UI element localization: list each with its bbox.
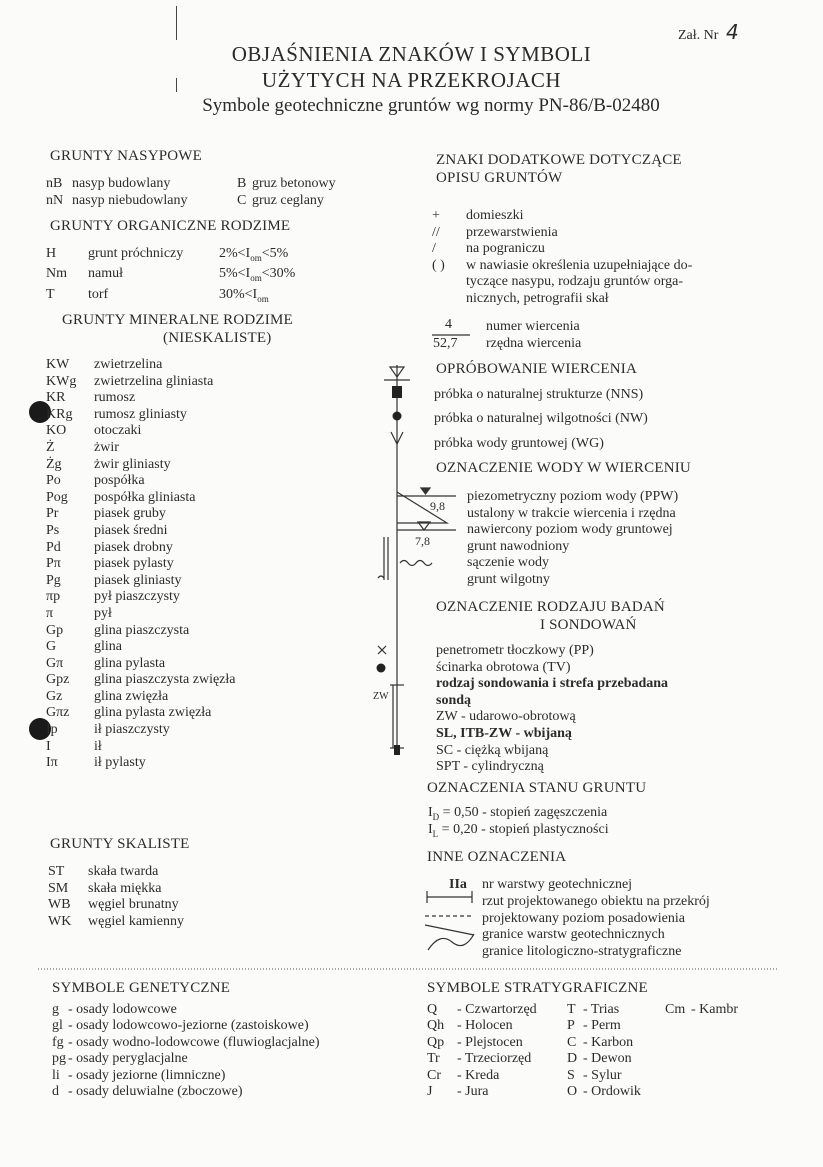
code: KW bbox=[46, 357, 70, 372]
woda-heading: OZNACZENIE WODY W WIERCENIU bbox=[436, 460, 691, 476]
desc: - Kambr bbox=[691, 1002, 739, 1017]
symbol: ( ) bbox=[432, 257, 445, 273]
plasticity-text: = 0,20 - stopień plastyczności bbox=[438, 822, 609, 837]
desc: - osady peryglacjalne bbox=[68, 1051, 188, 1067]
code: KR bbox=[46, 390, 66, 406]
code: nB bbox=[46, 176, 63, 191]
mineralne-subheading: (NIESKALISTE) bbox=[163, 330, 272, 346]
dodatkowe-subheading: OPISU GRUNTÓW bbox=[436, 170, 563, 186]
density-text: = 0,50 - stopień zagęszczenia bbox=[439, 805, 608, 820]
code: O bbox=[567, 1084, 578, 1100]
code: Nm bbox=[46, 266, 67, 282]
strat-row bbox=[567, 1018, 641, 1034]
desc: piasek gliniasty bbox=[94, 572, 182, 588]
desc: piasek średni bbox=[94, 522, 168, 538]
desc: gruz ceglany bbox=[252, 192, 324, 208]
strat-col-1 bbox=[427, 1002, 537, 1100]
code: nN bbox=[46, 192, 64, 208]
density-sub: D bbox=[432, 811, 440, 822]
code: Ż bbox=[46, 439, 55, 455]
sample-wg: próbka wody gruntowej (WG) bbox=[434, 436, 604, 451]
desc: glina piaszczysta zwięzła bbox=[94, 672, 236, 688]
density-symbol: I bbox=[428, 805, 433, 820]
desc: rumosz gliniasty bbox=[94, 406, 187, 422]
code: Qh bbox=[427, 1018, 445, 1034]
range-a: 5%<I bbox=[219, 266, 251, 282]
desc: glina zwięzła bbox=[94, 688, 169, 704]
sond-desc: - udarowo-obrotową bbox=[461, 709, 576, 725]
range-b: <5% bbox=[261, 246, 289, 261]
dodatkowe-row bbox=[432, 258, 692, 275]
genetyczne-row bbox=[52, 1051, 320, 1067]
code: S bbox=[567, 1067, 575, 1083]
desc: nasyp niebudowlany bbox=[72, 192, 188, 208]
code: Gz bbox=[46, 688, 63, 704]
desc: - Dewon bbox=[583, 1051, 632, 1067]
symbol: // bbox=[432, 224, 440, 240]
desc: zwietrzelina bbox=[94, 357, 163, 372]
attachment-number: 4 bbox=[725, 20, 739, 44]
code: J bbox=[427, 1084, 433, 1100]
sond-row bbox=[436, 759, 668, 776]
desc: - osady deluwialne (zboczowe) bbox=[68, 1084, 243, 1100]
code: KWg bbox=[46, 373, 77, 389]
desc: żwir bbox=[94, 439, 119, 455]
nns-sample-mark bbox=[392, 386, 402, 398]
range-b: <30% bbox=[261, 266, 296, 282]
badania-subheading: I SONDOWAŃ bbox=[540, 617, 637, 633]
sond-code: ZW bbox=[436, 709, 458, 725]
strat-row bbox=[427, 1018, 537, 1034]
code: B bbox=[237, 176, 247, 191]
badania-bold-1: rodzaj sondowania i strefa przebadana bbox=[436, 676, 669, 692]
code: D bbox=[567, 1051, 578, 1067]
oprobowanie-heading: OPRÓBOWANIE WIERCENIA bbox=[436, 361, 637, 377]
symbol: + bbox=[432, 208, 440, 223]
dodatkowe-row bbox=[432, 208, 692, 225]
code: Cr bbox=[427, 1067, 441, 1083]
code: H bbox=[46, 246, 57, 261]
genetyczne-row bbox=[52, 1084, 320, 1100]
strat-row bbox=[665, 1002, 738, 1018]
code: Gπ bbox=[46, 655, 64, 671]
genetyczne-heading: SYMBOLE GENETYCZNE bbox=[52, 980, 231, 996]
desc: pył bbox=[94, 605, 112, 621]
strat-row bbox=[567, 1084, 641, 1100]
code: Po bbox=[46, 473, 61, 489]
desc: skała twarda bbox=[88, 864, 159, 879]
inne-item: rzut projektowanego obiektu na przekrój bbox=[482, 893, 710, 909]
desc: węgiel kamienny bbox=[88, 913, 185, 929]
code: πp bbox=[46, 589, 61, 605]
desc: glina piaszczysta bbox=[94, 622, 190, 638]
desc: - osady lodowcowe bbox=[68, 1002, 177, 1017]
desc: glina bbox=[94, 639, 122, 655]
desc: glina pylasta bbox=[94, 655, 166, 671]
genetyczne-row bbox=[52, 1035, 320, 1051]
badania-item: penetrometr tłoczkowy (PP) bbox=[436, 643, 594, 658]
genetyczne-row bbox=[52, 1068, 320, 1084]
desc: - Czwartorzęd bbox=[457, 1002, 537, 1017]
desc: pył piaszczysty bbox=[94, 589, 180, 605]
geotech-boundary-line bbox=[425, 925, 474, 935]
inne-list bbox=[482, 877, 710, 961]
code: KO bbox=[46, 423, 67, 439]
borehole-elevation-label: rzędna wiercenia bbox=[486, 336, 582, 351]
dodatkowe-row bbox=[432, 225, 692, 242]
sond-desc: - wbijaną bbox=[515, 725, 572, 741]
plasticity-symbol: I bbox=[428, 822, 433, 837]
borehole-base-mark bbox=[394, 745, 400, 755]
code: P bbox=[567, 1018, 575, 1034]
inne-heading: INNE OZNACZENIA bbox=[427, 849, 567, 865]
dodatkowe-cont-2: nicznych, petrografii skał bbox=[466, 290, 609, 306]
sond-code: SPT bbox=[436, 759, 460, 775]
desc: - Holocen bbox=[457, 1018, 513, 1034]
code: Gp bbox=[46, 622, 64, 638]
sample-nw: próbka o naturalnej wilgotności (NW) bbox=[434, 411, 648, 426]
code: Ps bbox=[46, 522, 60, 538]
desc: - osady jeziorne (limniczne) bbox=[68, 1067, 226, 1083]
desc: piasek gruby bbox=[94, 506, 166, 522]
desc: w nawiasie określenia uzupełniające do- bbox=[466, 257, 693, 273]
code: Qp bbox=[427, 1034, 445, 1050]
desc: - Ordowik bbox=[583, 1084, 641, 1100]
inne-item: granice litologiczno-stratygraficzne bbox=[482, 944, 682, 960]
code: G bbox=[46, 639, 57, 655]
woda-list bbox=[467, 489, 678, 589]
desc: - Kreda bbox=[457, 1067, 500, 1083]
code: Pr bbox=[46, 506, 59, 522]
desc: torf bbox=[88, 286, 109, 302]
woda-item: nawiercony poziom wody gruntowej bbox=[467, 522, 673, 538]
desc: pospółka bbox=[94, 473, 145, 489]
code: C bbox=[567, 1034, 577, 1050]
genetyczne-list bbox=[52, 1002, 320, 1100]
desc: - Plejstocen bbox=[457, 1034, 523, 1050]
desc: - Trias bbox=[583, 1002, 620, 1017]
code: Pπ bbox=[46, 556, 61, 572]
title-line-2: UŻYTYCH NA PRZEKROJACH bbox=[261, 68, 562, 92]
desc: skała miękka bbox=[88, 880, 162, 896]
code: WB bbox=[48, 897, 71, 913]
stan-row-plasticity bbox=[428, 822, 609, 842]
code: gl bbox=[52, 1018, 63, 1034]
code: Pg bbox=[46, 572, 61, 588]
desc: - Jura bbox=[457, 1084, 489, 1100]
moist-soil-wave bbox=[378, 576, 384, 578]
code: T bbox=[46, 286, 55, 302]
code: Cm bbox=[665, 1002, 686, 1017]
woda-item: grunt wilgotny bbox=[467, 571, 550, 587]
strat-row bbox=[427, 1051, 537, 1067]
desc: ił piaszczysty bbox=[94, 722, 170, 738]
code: Pog bbox=[46, 489, 68, 505]
desc: otoczaki bbox=[94, 423, 142, 439]
code: Tr bbox=[427, 1051, 440, 1067]
code: SM bbox=[48, 880, 69, 896]
strat-col-2 bbox=[567, 1002, 641, 1100]
desc: piasek pylasty bbox=[94, 556, 174, 572]
sond-code: SL, ITB-ZW bbox=[436, 725, 512, 741]
badania-list bbox=[436, 643, 668, 776]
water-level-value-1: 9,8 bbox=[430, 499, 445, 513]
attachment-text: Zał. Nr bbox=[678, 28, 719, 43]
code: ST bbox=[48, 864, 65, 879]
code: WK bbox=[48, 913, 72, 929]
desc: ił pylasty bbox=[94, 755, 146, 771]
desc: - osady wodno-lodowcowe (fluwioglacjalne) bbox=[68, 1034, 320, 1050]
woda-item: piezometryczny poziom wody (PPW) bbox=[467, 489, 679, 504]
layer-number-symbol: IIa bbox=[449, 877, 467, 892]
code: C bbox=[237, 192, 247, 208]
strat-row bbox=[567, 1035, 641, 1051]
desc: - osady lodowcowo-jeziorne (zastoiskowe) bbox=[68, 1018, 309, 1034]
badania-bold-2: sondą bbox=[436, 692, 472, 708]
nasypowe-heading: GRUNTY NASYPOWE bbox=[50, 148, 203, 164]
strat-row bbox=[567, 1002, 641, 1018]
plasticity-sub: L bbox=[432, 828, 439, 839]
skaliste-heading: GRUNTY SKALISTE bbox=[50, 836, 190, 852]
desc: rumosz bbox=[94, 390, 136, 406]
sond-desc: - cylindryczną bbox=[463, 759, 544, 775]
desc: piasek drobny bbox=[94, 539, 173, 555]
code: Q bbox=[427, 1002, 438, 1017]
inne-item: nr warstwy geotechnicznej bbox=[482, 877, 633, 892]
strat-row bbox=[427, 1002, 537, 1018]
desc: węgiel brunatny bbox=[88, 897, 179, 913]
code: li bbox=[52, 1067, 60, 1083]
desc: - Perm bbox=[583, 1018, 621, 1034]
litho-boundary-curve bbox=[428, 934, 474, 950]
code: Gpz bbox=[46, 672, 70, 688]
desc: pospółka gliniasta bbox=[94, 489, 196, 505]
code: fg bbox=[52, 1034, 64, 1050]
woda-item: grunt nawodniony bbox=[467, 538, 570, 554]
zw-diagram-label: ZW bbox=[373, 691, 389, 702]
nw-sample-mark bbox=[393, 412, 402, 421]
desc: gruz betonowy bbox=[252, 176, 336, 191]
code: g bbox=[52, 1002, 59, 1017]
code: Ip bbox=[46, 722, 58, 738]
woda-item: ustalony w trakcie wiercenia i rzędna bbox=[467, 505, 676, 521]
stratygraficzne-heading: SYMBOLE STRATYGRAFICZNE bbox=[427, 980, 648, 996]
badania-heading: OZNACZENIE RODZAJU BADAŃ bbox=[436, 599, 665, 615]
sond-row bbox=[436, 726, 668, 743]
code: Żg bbox=[46, 456, 62, 472]
mineralne-heading: GRUNTY MINERALNE RODZIME bbox=[62, 312, 293, 328]
desc: domieszki bbox=[466, 208, 524, 223]
desc: - Karbon bbox=[583, 1034, 634, 1050]
borehole-number-label: numer wiercenia bbox=[486, 319, 580, 334]
genetyczne-row bbox=[52, 1018, 320, 1034]
code: I bbox=[46, 738, 51, 754]
sond-code: SC bbox=[436, 742, 454, 758]
dodatkowe-heading: ZNAKI DODATKOWE DOTYCZĄCE bbox=[436, 152, 682, 168]
desc: przewarstwienia bbox=[466, 224, 558, 240]
desc: nasyp budowlany bbox=[72, 176, 171, 191]
desc: - Trzeciorzęd bbox=[457, 1051, 532, 1067]
desc: glina pylasta zwięzła bbox=[94, 705, 212, 721]
sond-desc: - ciężką wbijaną bbox=[456, 742, 549, 758]
range-sub: om bbox=[257, 293, 269, 304]
range-a: 30%<I bbox=[219, 286, 258, 302]
water-level-value-2: 7,8 bbox=[415, 534, 430, 548]
code: Iπ bbox=[46, 755, 58, 771]
piezometric-triangle bbox=[421, 488, 430, 494]
desc: grunt próchniczy bbox=[88, 246, 184, 261]
dodatkowe-cont-1: tyczące nasypu, rodzaju gruntów orga- bbox=[466, 274, 684, 290]
strat-row bbox=[427, 1035, 537, 1051]
desc: na pograniczu bbox=[466, 241, 545, 257]
strat-row bbox=[427, 1068, 537, 1084]
subtitle: Symbole geotechniczne gruntów wg normy PN-86/B-02480 bbox=[202, 95, 660, 116]
code: d bbox=[52, 1084, 59, 1100]
symbol: / bbox=[432, 241, 436, 257]
sample-nns: próbka o naturalnej strukturze (NNS) bbox=[434, 387, 644, 402]
desc: zwietrzelina gliniasta bbox=[94, 373, 214, 389]
desc: namuł bbox=[88, 266, 123, 282]
dodatkowe-list bbox=[432, 208, 692, 308]
woda-item: sączenie wody bbox=[467, 555, 550, 571]
sond-row bbox=[436, 709, 668, 726]
range-sub: om bbox=[250, 252, 262, 263]
code: T bbox=[567, 1002, 576, 1017]
sond-row bbox=[436, 743, 668, 760]
code: Gπz bbox=[46, 705, 70, 721]
code: KRg bbox=[46, 406, 73, 422]
strat-row bbox=[567, 1068, 641, 1084]
borehole-number-value: 4 bbox=[445, 317, 452, 332]
desc: ił bbox=[94, 738, 102, 754]
title-line-1: OBJAŚNIENIA ZNAKÓW I SYMBOLI bbox=[231, 42, 592, 66]
seepage-wave bbox=[400, 561, 432, 566]
desc: żwir gliniasty bbox=[94, 456, 171, 472]
genetyczne-row bbox=[52, 1002, 320, 1018]
strat-col-3 bbox=[665, 1002, 738, 1018]
desc: - Sylur bbox=[583, 1067, 622, 1083]
code: Pd bbox=[46, 539, 61, 555]
borehole-elevation-value: 52,7 bbox=[433, 336, 458, 351]
strat-row bbox=[427, 1084, 537, 1100]
range-a: 2%<I bbox=[219, 246, 251, 261]
range-sub: om bbox=[250, 273, 262, 284]
code: π bbox=[46, 605, 54, 621]
shear-vane-mark bbox=[377, 664, 386, 673]
organiczne-heading: GRUNTY ORGANICZNE RODZIME bbox=[50, 218, 291, 234]
inne-item: granice warstw geotechnicznych bbox=[482, 927, 665, 943]
dodatkowe-row bbox=[432, 241, 692, 258]
code: pg bbox=[52, 1051, 66, 1067]
badania-item: ścinarka obrotowa (TV) bbox=[436, 659, 571, 675]
strat-row bbox=[567, 1051, 641, 1067]
stan-heading: OZNACZENIA STANU GRUNTU bbox=[427, 780, 647, 796]
inne-item: projektowany poziom posadowienia bbox=[482, 910, 685, 926]
